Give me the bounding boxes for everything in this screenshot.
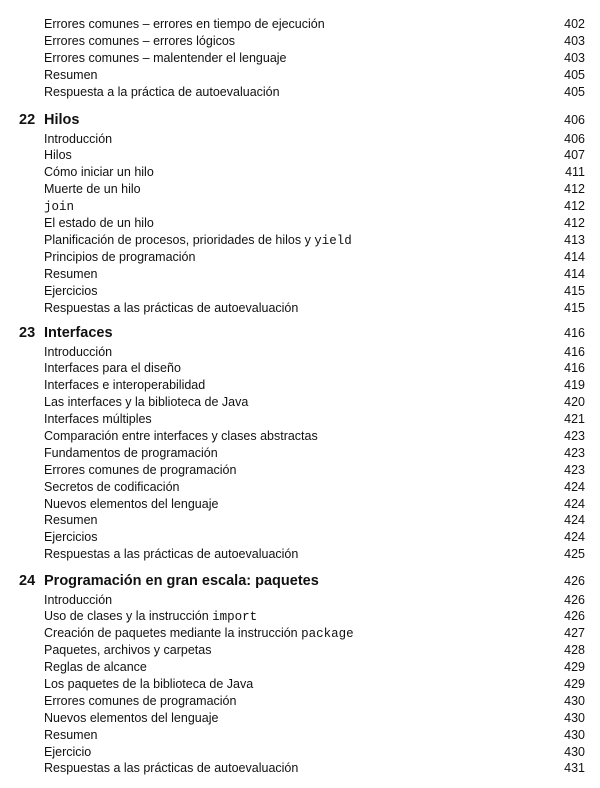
entry-page: 414 [564,250,585,264]
toc-entry [44,147,585,164]
entry-title [44,84,280,102]
entry-title [44,394,248,412]
entry-title [44,360,181,378]
entry-text: Ejercicios [44,284,98,298]
entry-text: Secretos de codificación [44,480,180,494]
toc-entry [44,592,585,609]
entry-title [44,529,98,547]
entry-page: 424 [564,513,585,527]
entry-text: Errores comunes de programación [44,694,237,708]
entry-text: Interfaces múltiples [44,412,152,426]
toc-entry [44,411,585,428]
entry-code: import [212,610,258,624]
entry-code: yield [314,234,352,248]
entry-title [44,659,147,677]
entry-page: 403 [564,34,585,48]
entry-title [44,266,98,284]
toc-entry [44,462,585,479]
entry-title [44,462,236,480]
entry-text: Resumen [44,513,98,527]
entry-page: 423 [564,463,585,477]
entry-page: 416 [564,345,585,359]
entry-page: 411 [565,165,585,179]
toc-entry [44,164,585,181]
entry-text: Respuesta a la práctica de autoevaluación [44,85,280,99]
entry-text: Reglas de alcance [44,660,147,674]
entry-title [44,181,141,199]
entry-title [44,33,235,51]
toc-entry [44,727,585,744]
chapter-heading [19,323,585,343]
entry-text: El estado de un hilo [44,216,154,230]
chapter-page: 426 [564,574,585,588]
toc-entry [44,428,585,445]
entry-page: 424 [564,497,585,511]
entry-title [44,445,218,463]
chapter-title: Interfaces [44,325,113,341]
entry-text: Resumen [44,68,98,82]
entry-text: Respuestas a las prácticas de autoevaluación [44,761,299,775]
chapter-heading [19,110,585,130]
entry-page: 416 [564,361,585,375]
entry-page: 423 [564,446,585,460]
entry-page: 430 [564,711,585,725]
toc-entry [44,642,585,659]
entry-text: Las interfaces y la biblioteca de Java [44,395,249,409]
toc-entry [44,266,585,283]
toc-entry [44,546,585,563]
toc-entry [44,710,585,727]
toc-entry [44,67,585,84]
entry-page: 414 [564,267,585,281]
chapter-page: 406 [564,113,585,127]
toc-entry [44,608,585,625]
entry-page: 415 [564,301,585,315]
entry-page: 429 [564,677,585,691]
entry-title [44,147,72,165]
toc-entry [44,300,585,317]
entry-text: Hilos [44,148,72,162]
entry-text: Cómo iniciar un hilo [44,165,154,179]
entry-page: 402 [564,17,585,31]
entry-title [44,67,98,85]
entry-text: Muerte de un hilo [44,182,141,196]
entry-page: 407 [564,148,585,162]
entry-page: 425 [564,547,585,561]
entry-text: Ejercicios [44,530,98,544]
toc-entry [44,479,585,496]
entry-title [44,546,298,564]
entry-text: Respuestas a las prácticas de autoevaluación [44,301,299,315]
entry-title [44,727,98,745]
toc-entry [44,676,585,693]
toc-entry [44,84,585,101]
entry-page: 424 [564,530,585,544]
entry-page: 428 [564,643,585,657]
entry-title [44,608,257,626]
entry-text: Respuestas a las prácticas de autoevaluación [44,547,299,561]
entry-code: package [301,627,354,641]
entry-text: Comparación entre interfaces y clases abstractas [44,429,318,443]
entry-page: 431 [564,761,585,775]
entry-title [44,215,154,233]
entry-text: Fundamentos de programación [44,446,218,460]
entry-text: Planificación de procesos, prioridades de hilos y [44,233,315,247]
toc-entry [44,693,585,710]
entry-title [44,428,318,446]
toc-entry [44,131,585,148]
entry-page: 430 [564,745,585,759]
entry-text: Uso de clases y la instrucción [44,609,213,623]
entry-page: 412 [564,199,585,213]
entry-page: 430 [564,694,585,708]
entry-page: 429 [564,660,585,674]
entry-text: Resumen [44,728,98,742]
entry-text: Errores comunes – errores en tiempo de ejecución [44,17,325,31]
entry-code: join [44,200,75,214]
toc-entry [44,181,585,198]
entry-text: Los paquetes de la biblioteca de Java [44,677,254,691]
entry-page: 426 [564,609,585,623]
entry-text: Introducción [44,345,113,359]
chapter-heading [19,571,585,591]
entry-page: 413 [564,233,585,247]
toc-entry [44,50,585,67]
entry-page: 421 [564,412,585,426]
chapter-number: 24 [19,573,36,589]
toc-entry [44,377,585,394]
entry-text: Introducción [44,132,113,146]
entry-title [44,300,298,318]
entry-page: 430 [564,728,585,742]
entry-title [44,512,98,530]
chapter-page: 416 [564,326,585,340]
entry-title [44,625,354,643]
toc-entry [44,744,585,761]
entry-page: 420 [564,395,585,409]
toc-entry [44,232,585,249]
entry-text: Errores comunes de programación [44,463,237,477]
entry-title [44,693,236,711]
entry-page: 424 [564,480,585,494]
entry-page: 415 [564,284,585,298]
chapter-number: 22 [19,112,36,128]
entry-title [44,232,352,250]
entry-page: 419 [564,378,585,392]
entry-text: Ejercicio [44,745,92,759]
entry-title [44,283,98,301]
entry-text: Creación de paquetes mediante la instrucción [44,626,302,640]
entry-text: Interfaces e interoperabilidad [44,378,206,392]
toc-entry [44,760,585,777]
entry-page: 406 [564,132,585,146]
toc-entry [44,394,585,411]
entry-title [44,16,325,34]
toc-entry [44,198,585,215]
entry-text: Resumen [44,267,98,281]
toc-entry [44,360,585,377]
entry-title [44,249,195,267]
entry-text: Principios de programación [44,250,196,264]
entry-title [44,760,298,778]
entry-title [44,710,218,728]
entry-page: 403 [564,51,585,65]
toc-entry [44,33,585,50]
entry-title [44,676,253,694]
entry-page: 423 [564,429,585,443]
toc-entry [44,445,585,462]
toc-entry [44,625,585,642]
toc-entry [44,529,585,546]
toc-entry [44,16,585,33]
entry-title [44,479,180,497]
entry-title [44,411,152,429]
toc-entry [44,659,585,676]
toc-entry [44,249,585,266]
entry-page: 426 [564,593,585,607]
entry-title [44,198,74,216]
entry-text: Errores comunes – errores lógicos [44,34,236,48]
entry-title [44,377,205,395]
chapter-title: Programación en gran escala: paquetes [44,573,319,589]
entry-text: Errores comunes – malentender el lenguaje [44,51,287,65]
entry-page: 405 [564,68,585,82]
entry-page: 412 [564,216,585,230]
chapter-number: 23 [19,325,36,341]
toc-entry [44,496,585,513]
entry-title [44,642,211,660]
entry-text: Nuevos elementos del lenguaje [44,711,219,725]
entry-text: Paquetes, archivos y carpetas [44,643,212,657]
entry-page: 405 [564,85,585,99]
entry-page: 427 [564,626,585,640]
toc-entry [44,215,585,232]
entry-text: Introducción [44,593,113,607]
toc-entry [44,344,585,361]
entry-text: Nuevos elementos del lenguaje [44,497,219,511]
entry-title [44,50,287,68]
toc-entry [44,512,585,529]
chapter-title: Hilos [44,112,80,128]
entry-title [44,164,154,182]
entry-page: 412 [564,182,585,196]
entry-text: Interfaces para el diseño [44,361,181,375]
toc-entry [44,283,585,300]
